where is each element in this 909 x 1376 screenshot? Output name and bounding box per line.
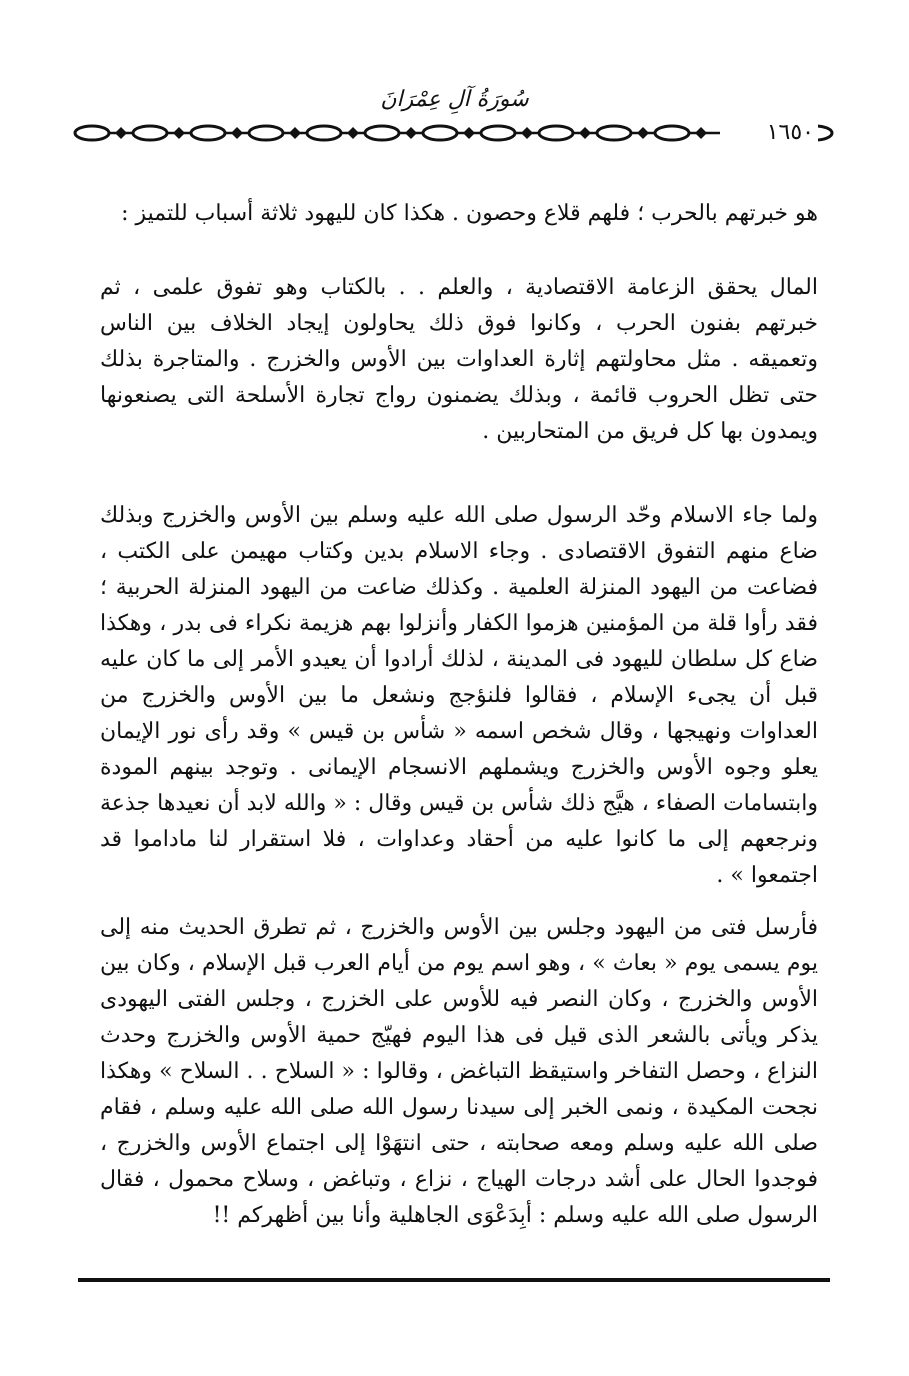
surah-title: سُورَةُ آلِ عِمْرَانَ <box>380 87 529 112</box>
paragraph <box>100 498 818 894</box>
paragraph-text: ولما جاء الاسلام وحّد الرسول صلى الله عليه وسلم بين الأوس والخزرج وبذلك ضاع منهم التفوق الاقتصادى . وجاء الاسلام بدين وكتاب مهيمن على الكتب ، فضاعت من اليهود المنزلة العلمية . وكذلك ضاعت من اليهود المنزلة الحربية ؛ فقد رأوا قلة من المؤمنين هزموا الكفار وأنزلوا بهم هزيمة نكراء فى بدر ، وهكذا ضاع كل سلطان لليهود فى المدينة ، لذلك أرادوا أن يعيدو الأمر إلى ما كان عليه قبل أن يجىء الإسلام ، فقالوا فلنؤجج ونشعل ما بين الأوس والخزرج من العداوات ونهيجها ، وقال شخص اسمه « شأس بن قيس » وقد رأى نور الإيمان يعلو وجوه الأوس والخزرج ويشملهم الانسجام الإيمانى . وتوجد بينهم المودة وابتسامات الصفاء ، هيَّج ذلك شأس بن قيس وقال : « والله لابد أن نعيدها جذعة ونرجعهم إلى ما كانوا عليه من أحقاد وعداوات ، فلا استقرار لنا ماداموا قد اجتمعوا » . <box>100 503 818 888</box>
paragraph-text: المال يحقق الزعامة الاقتصادية ، والعلم . . بالكتاب وهو تفوق علمى ، ثم خبرتهم بفنون الحرب ، وكانوا فوق ذلك يحاولون إيجاد الخلاف بين الناس وتعميقه . مثل محاولتهم إثارة العداوات بين الأوس والخزرج . والمتاجرة بذلك حتى تظل الحروب قائمة ، وبذلك يضمنون رواج تجارة الأسلحة التى يصنعونها ويمدون بها كل فريق من المتحاربين . <box>100 275 818 444</box>
paragraph <box>100 270 818 450</box>
paragraph-text: هو خبرتهم بالحرب ؛ فلهم قلاع وحصون . هكذا كان لليهود ثلاثة أسباب للتميز : <box>121 201 818 226</box>
bottom-rule <box>78 1278 830 1282</box>
paragraph <box>100 910 818 1234</box>
ornament-chain-icon <box>70 118 836 148</box>
ornamental-border <box>70 118 836 148</box>
paragraph-text: فأرسل فتى من اليهود وجلس بين الأوس والخزرج ، ثم تطرق الحديث منه إلى يوم يسمى يوم « بعاث » ، وهو اسم يوم من أيام العرب قبل الإسلام ، وكان بين الأوس والخزرج ، وكان النصر فيه للأوس على الخزرج ، وجلس الفتى اليهودى يذكر ويأتى بالشعر الذى قيل فى هذا اليوم فهيّج حمية الأوس والخزرج وحدث النزاع ، وحصل التفاخر واستيقظ التباغض ، وقالوا : « السلاح . . السلاح » وهكذا نجحت المكيدة ، ونمى الخبر إلى سيدنا رسول الله صلى الله عليه وسلم ، فقام صلى الله عليه وسلم ومعه صحابته ، حتى انتهَوْا إلى اجتماع الأوس والخزرج ، فوجدوا الحال على أشد درجات الهياج ، نزاع ، وتباغض ، وسلاح محمول ، فقال الرسول صلى الله عليه وسلم : أبِدَعْوَى الجاهلية وأنا بين أظهركم !! <box>100 915 819 1228</box>
page-number: ١٦٥٠ <box>763 118 818 148</box>
paragraph <box>100 196 818 232</box>
